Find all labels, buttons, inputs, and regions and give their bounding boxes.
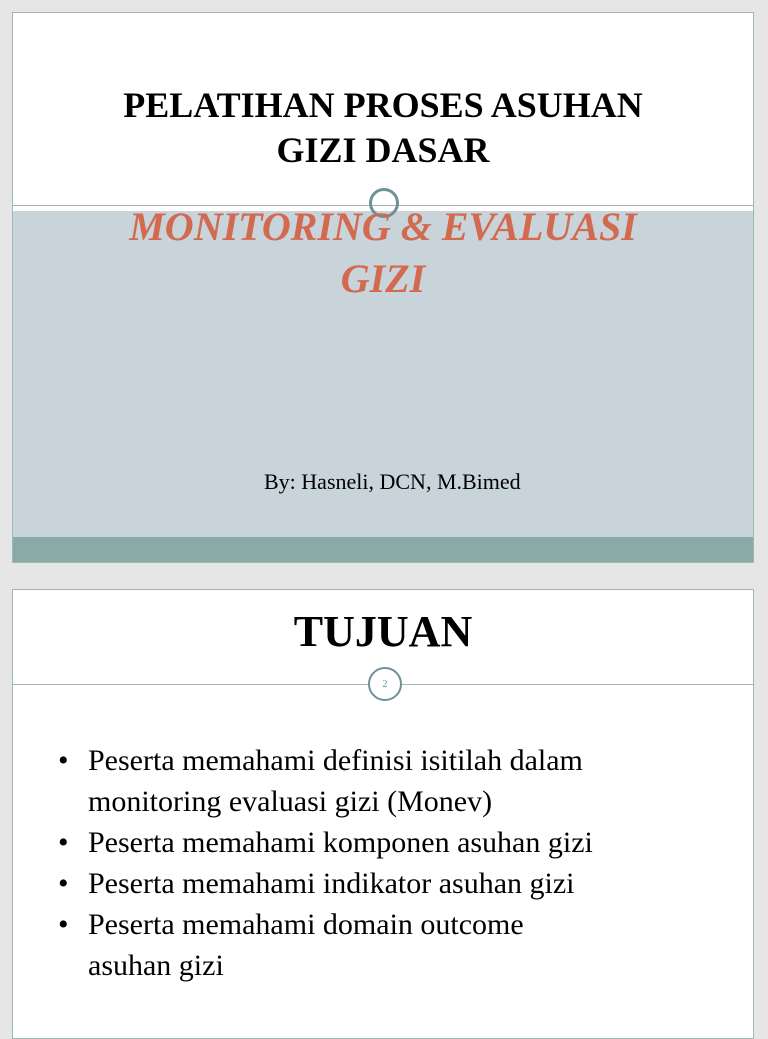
slide-1-title-line-1: PELATIHAN PROSES ASUHAN (123, 85, 643, 125)
bullet-icon: • (58, 867, 69, 900)
slide-1-author: By: Hasneli, DCN, M.Bimed (264, 469, 521, 494)
list-item (58, 904, 738, 986)
slide-1-footer-bar (13, 537, 753, 563)
list-item-line-2: asuhan gizi (88, 949, 224, 982)
slide-1-title-line-2: GIZI DASAR (276, 130, 490, 170)
slide-1-subtitle-line-2: GIZI (340, 256, 426, 301)
list-item-line-1: Peserta memahami komponen asuhan gizi (88, 826, 593, 859)
slide-1-title (13, 83, 753, 173)
slide-1-subtitle-line-1: MONITORING & EVALUASI (129, 204, 637, 249)
list-item-line-1: Peserta memahami domain outcome (88, 908, 524, 941)
slide-1-subtitle (13, 201, 753, 305)
list-item (58, 822, 738, 863)
list-item-line-1: Peserta memahami indikator asuhan gizi (88, 867, 575, 900)
bullet-icon: • (58, 744, 69, 777)
slide-number: 2 (382, 678, 388, 690)
list-item (58, 863, 738, 904)
slide-2 (12, 589, 754, 1039)
objectives-list (58, 740, 738, 986)
bullet-icon: • (58, 826, 69, 859)
slide-2-title: TUJUAN (293, 607, 473, 656)
list-item (58, 740, 738, 822)
list-item-line-2: monitoring evaluasi gizi (Monev) (88, 785, 493, 818)
slide-number-badge (368, 667, 402, 701)
slide-1 (12, 12, 754, 563)
bullet-icon: • (58, 908, 69, 941)
list-item-line-1: Peserta memahami definisi isitilah dalam (88, 744, 583, 777)
